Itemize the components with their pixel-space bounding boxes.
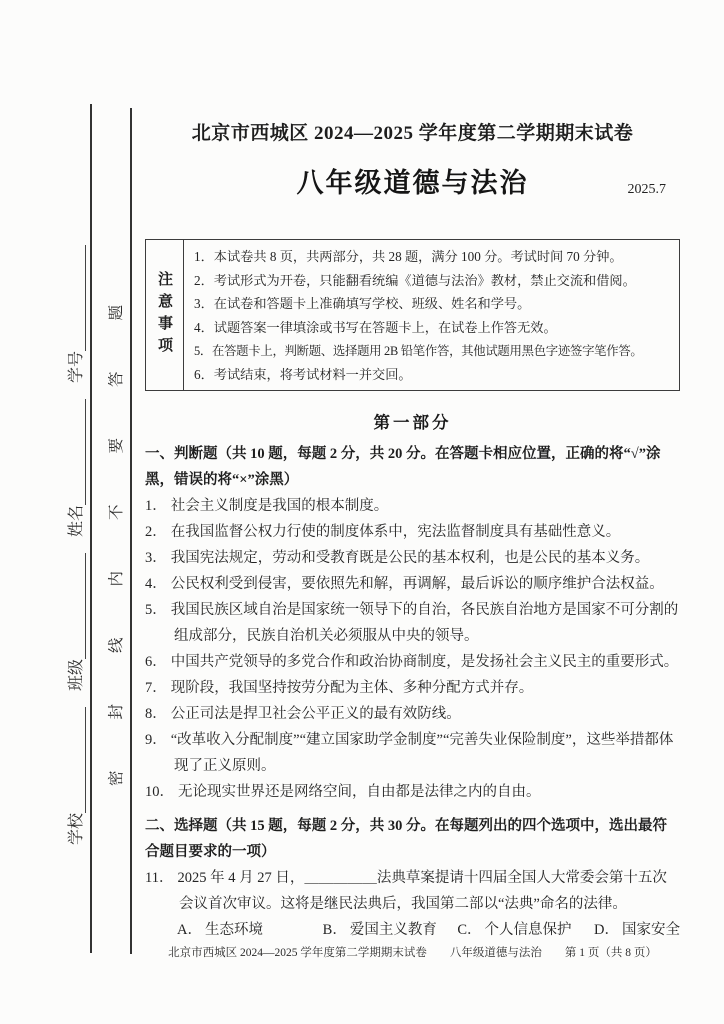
content-column [145, 100, 680, 943]
option-label: D． [594, 922, 619, 938]
question-number: 3． [145, 550, 167, 566]
class-blank [67, 553, 86, 659]
question-3 [145, 545, 680, 571]
student-info-fields [62, 210, 86, 880]
school-field [63, 707, 86, 845]
question-number: 1． [145, 498, 167, 514]
option-text: 生态环境 [204, 922, 263, 938]
notice-item: 5．在答题卡上，判断题、选择题用 2B 铅笔作答，其他试题用黑色字迹签字笔作答。 [194, 344, 643, 359]
question-2 [145, 519, 680, 545]
option-text: 国家安全 [622, 922, 680, 938]
question-6 [145, 649, 680, 675]
question-text: “改革收入分配制度”“建立国家助学金制度”“完善失业保险制度”，这些举措都体现了正义原则。 [170, 732, 674, 774]
question-text: 2025 年 4 月 27 日，＿＿＿＿＿法典草案提请十四届全国人大常委会第十五次会议首次审议。这将是继民法典后，我国第二部以“法典”命名的法律。 [177, 870, 667, 912]
notice-items [184, 240, 679, 390]
option-text: 爱国主义教育 [349, 922, 437, 938]
question-text: 在我国监督公权力行使的制度体系中，宪法监督制度具有基础性意义。 [170, 524, 621, 540]
option-label: A． [177, 922, 202, 938]
question-8 [145, 701, 680, 727]
notice-item: 4．试题答案一律填涂或书写在答题卡上，在试卷上作答无效。 [194, 319, 557, 335]
question-number: 2． [145, 524, 167, 540]
question-11-options [145, 917, 680, 943]
question-number: 11． [145, 870, 174, 886]
section1-title: 一、判断题（共 10 题，每题 2 分，共 20 分。在答题卡相应位置，正确的将“√”涂黑，错误的将“×”涂黑） [145, 446, 661, 488]
question-1 [145, 493, 680, 519]
question-number: 4． [145, 576, 167, 592]
seal-line-inner [130, 108, 132, 954]
school-label: 学校 [68, 813, 85, 846]
question-11 [145, 865, 680, 917]
question-7 [145, 675, 680, 701]
option-text: 个人信息保护 [484, 922, 572, 938]
question-text: 公民权利受到侵害，要依照先和解，再调解，最后诉讼的顺序维护合法权益。 [170, 576, 664, 592]
name-field [63, 399, 86, 537]
question-number: 6． [145, 654, 167, 670]
notice-label: 注意事项 [146, 240, 184, 390]
notice-item: 1．本试卷共 8 页，共两部分，共 28 题，满分 100 分。考试时间 70 分钟。 [194, 249, 623, 264]
question-9 [145, 727, 680, 779]
school-blank [67, 707, 86, 813]
class-field [63, 553, 86, 691]
question-text: 我国民族区域自治是国家统一领导下的自治，各民族自治地方是国家不可分割的组成部分，民族自治机关必须服从中央的领导。 [170, 602, 679, 644]
question-text: 现阶段，我国坚持按劳分配为主体、多种分配方式并存。 [170, 680, 534, 696]
question-text: 中国共产党领导的多党合作和政治协商制度，是发扬社会主义民主的重要形式。 [170, 654, 679, 670]
question-text: 我国宪法规定，劳动和受教育既是公民的基本权利，也是公民的基本义务。 [170, 550, 650, 566]
question-number: 5． [145, 602, 167, 618]
part1-heading: 第一部分 [373, 413, 452, 432]
subject-title-row [145, 161, 680, 199]
question-4 [145, 571, 680, 597]
notice-item: 6．考试结束，将考试材料一并交回。 [194, 366, 412, 382]
question-5 [145, 597, 680, 649]
question-number: 9． [145, 732, 167, 748]
option-label: B． [322, 922, 347, 938]
subject-title: 八年级道德与法治 [296, 168, 529, 198]
question-10 [145, 779, 680, 805]
student-id-blank [67, 245, 86, 351]
name-label: 姓名 [68, 504, 85, 537]
name-blank [67, 399, 86, 505]
student-id-field [63, 245, 86, 383]
class-label: 班级 [68, 659, 85, 692]
question-text: 无论现实世界还是网络空间，自由都是法律之内的自由。 [178, 784, 541, 800]
option-a [177, 917, 323, 943]
option-d [594, 917, 680, 943]
question-text: 社会主义制度是我国的根本制度。 [170, 498, 389, 514]
section2-title: 二、选择题（共 15 题，每题 2 分，共 30 分。在每题列出的四个选项中，选出最符合题目要求的一项） [145, 818, 667, 860]
page-footer: 北京市西城区 2024—2025 学年度第二学期期末试卷 八年级道德与法治 第 1 页（共 8 页） [168, 947, 657, 959]
exam-date: 2025.7 [627, 182, 666, 197]
option-label: C． [457, 922, 482, 938]
question-number: 7． [145, 680, 167, 696]
notice-item: 3．在试卷和答题卡上准确填写学校、班级、姓名和学号。 [194, 296, 531, 312]
exam-title: 北京市西城区 2024—2025 学年度第二学期期末试卷 [191, 123, 634, 144]
option-c [457, 917, 594, 943]
seal-phrase: 密封线内不要答题 [108, 254, 125, 787]
option-b [323, 917, 458, 943]
question-number: 8． [145, 706, 167, 722]
notice-item: 2．考试形式为开卷，只能翻看统编《道德与法治》教材，禁止交流和借阅。 [194, 272, 636, 288]
student-id-label: 学号 [68, 350, 85, 383]
question-number: 10． [145, 784, 174, 800]
notice-box [145, 239, 680, 391]
question-text: 公正司法是捍卫社会公平正义的最有效防线。 [170, 706, 461, 722]
seal-line-outer [90, 104, 92, 953]
